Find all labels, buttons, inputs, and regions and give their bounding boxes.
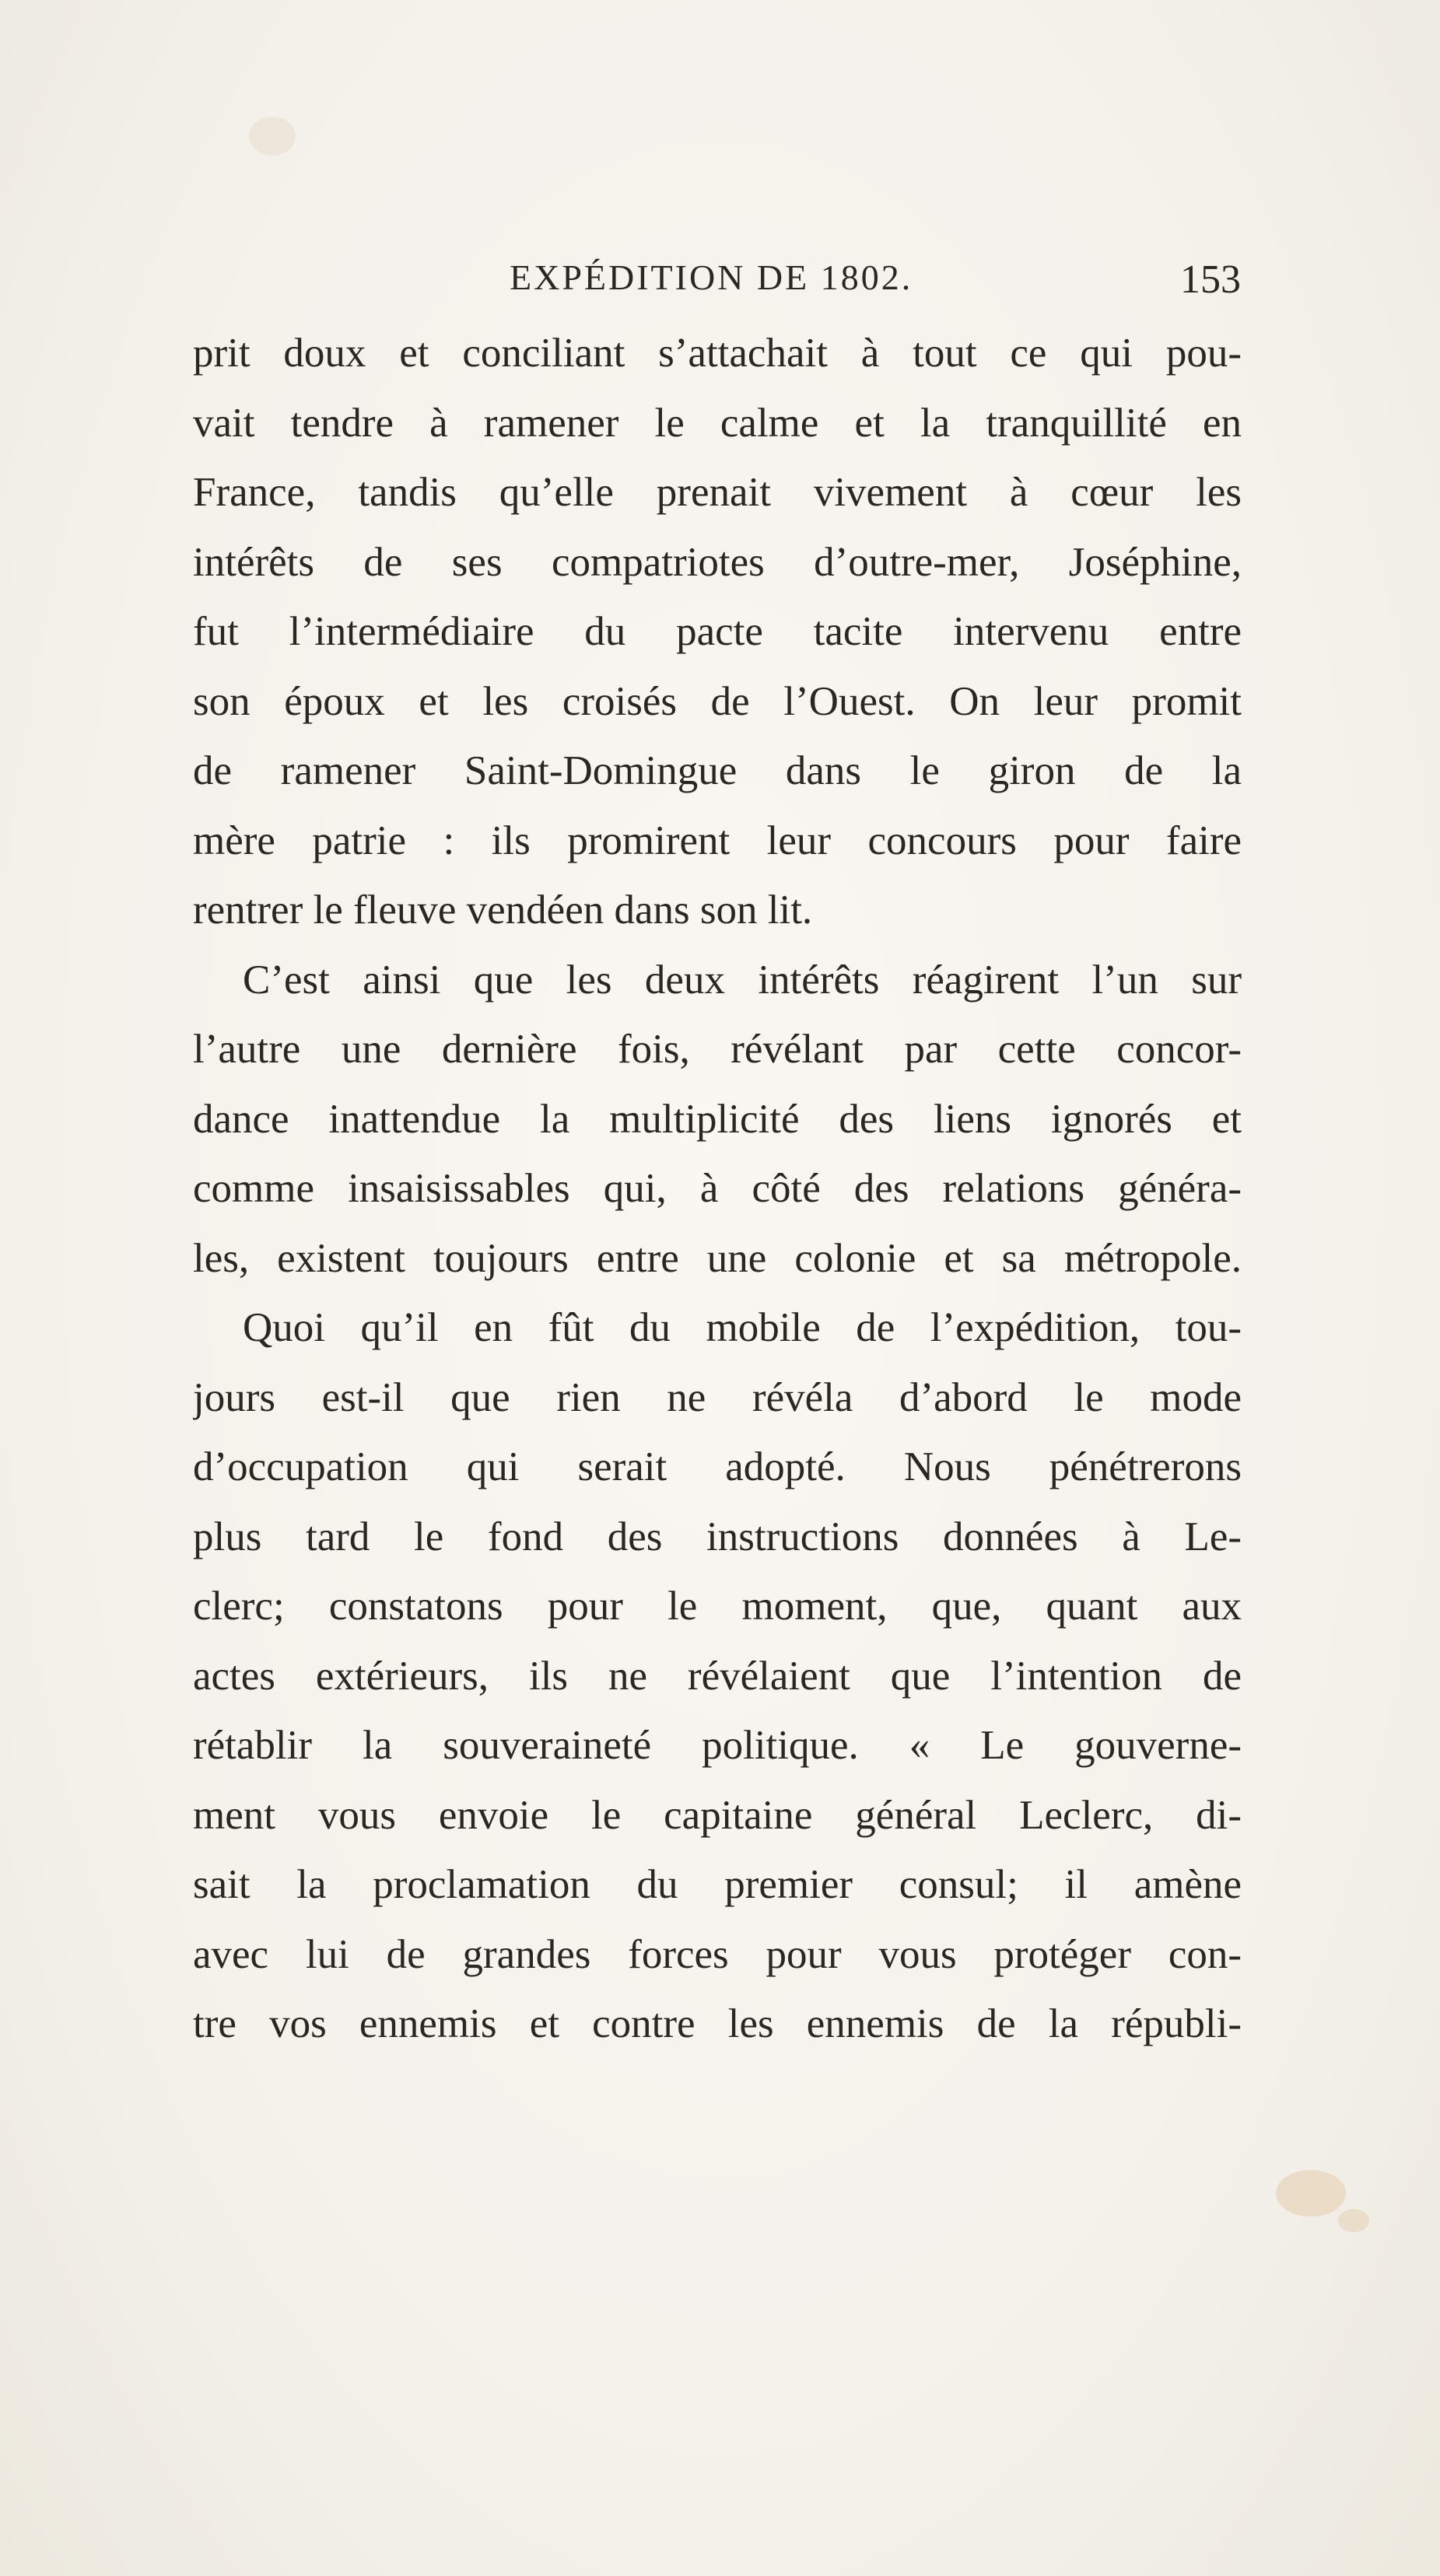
foxing-spot — [1276, 2170, 1346, 2217]
text-line: dance inattendue la multiplicité des liens ignorés et — [193, 1096, 1242, 1142]
text-line: tre vos ennemis et contre les ennemis de la républi- — [193, 2001, 1242, 2046]
text-line: de ramener Saint-Domingue dans le giron de la — [193, 748, 1242, 793]
page-header — [194, 257, 1241, 311]
text-line: ment vous envoie le capitaine général Leclerc, di- — [193, 1792, 1242, 1838]
body-text — [193, 319, 1242, 2060]
text-line: rétablir la souveraineté politique. « Le gouverne- — [193, 1723, 1242, 1768]
text-line: mère patrie : ils promirent leur concours pour faire — [193, 817, 1242, 863]
text-line: actes extérieurs, ils ne révélaient que l’intention de — [193, 1653, 1242, 1699]
text-line: plus tard le fond des instructions données à Le- — [193, 1514, 1242, 1559]
text-line: France, tandis qu’elle prenait vivement à cœur les — [193, 470, 1242, 515]
foxing-spot — [1338, 2209, 1369, 2232]
paragraph-2 — [193, 946, 1242, 1294]
text-line: intérêts de ses compatriotes d’outre-mer, Joséphine, — [193, 539, 1242, 585]
text-line: les, existent toujours entre une colonie et sa métropole. — [193, 1235, 1242, 1281]
text-line: son époux et les croisés de l’Ouest. On leur promit — [193, 678, 1242, 724]
text-line: prit doux et conciliant s’attachait à tout ce qui pou- — [193, 331, 1242, 376]
text-line: rentrer le fleuve vendéen dans son lit. — [193, 887, 813, 933]
running-title: EXPÉDITION DE 1802. — [510, 257, 913, 297]
text-line: l’autre une dernière fois, révélant par cette concor- — [193, 1027, 1242, 1072]
paragraph-3 — [193, 1293, 1242, 2060]
text-line: Quoi qu’il en fût du mobile de l’expédition, tou- — [243, 1305, 1242, 1350]
text-line: fut l’intermédiaire du pacte tacite intervenu entre — [193, 609, 1242, 654]
paragraph-1 — [193, 319, 1242, 946]
text-line: clerc; constatons pour le moment, que, quant aux — [193, 1584, 1242, 1629]
text-line: vait tendre à ramener le calme et la tranquillité en — [193, 400, 1242, 446]
text-line: sait la proclamation du premier consul; il amène — [193, 1862, 1242, 1907]
text-line: jours est-il que rien ne révéla d’abord le mode — [193, 1374, 1242, 1420]
text-line: avec lui de grandes forces pour vous protéger con- — [193, 1931, 1242, 1977]
foxing-spot — [249, 117, 296, 156]
page-number: 153 — [1180, 257, 1241, 302]
text-line: comme insaisissables qui, à côté des relations généra- — [193, 1166, 1242, 1211]
text-line: C’est ainsi que les deux intérêts réagirent l’un sur — [243, 957, 1242, 1003]
text-line: d’occupation qui serait adopté. Nous pénétrerons — [193, 1444, 1242, 1489]
